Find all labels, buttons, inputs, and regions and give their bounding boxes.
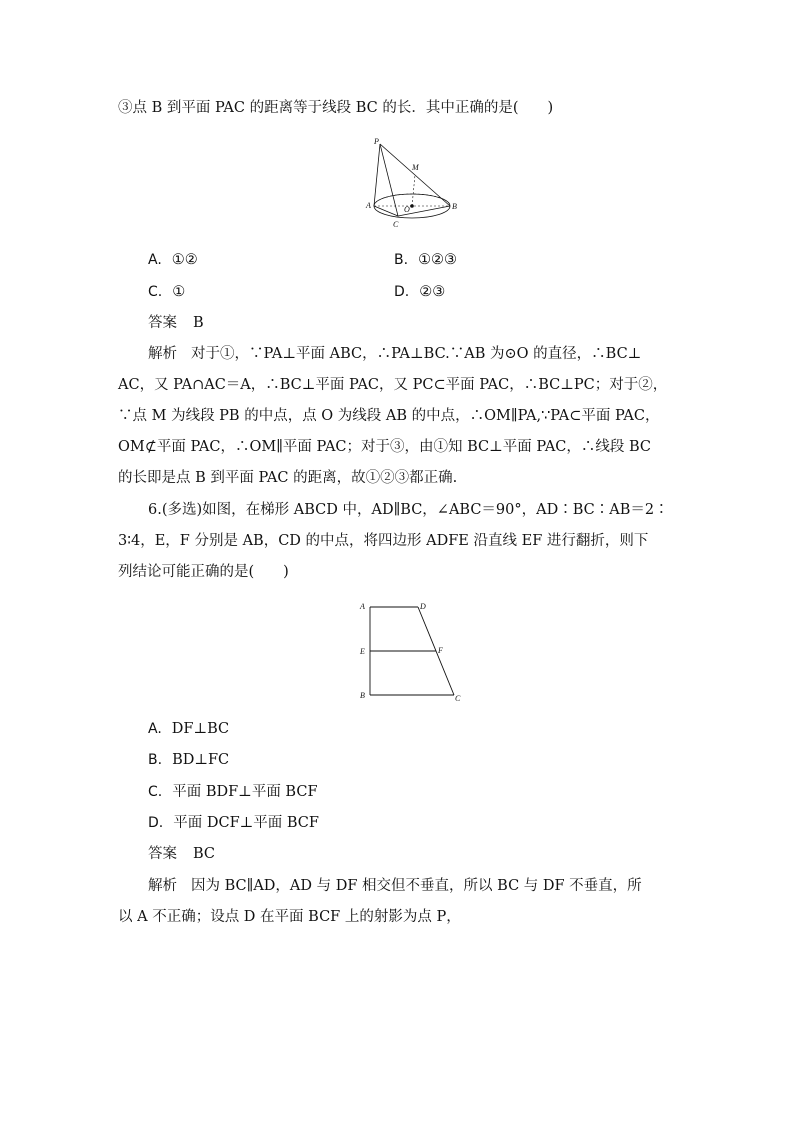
label-A: A — [360, 602, 365, 611]
q5-option-c: C. ① — [148, 284, 186, 300]
label-B: B — [452, 202, 457, 211]
q6-stem-line-3: 列结论可能正确的是( ) — [118, 564, 289, 580]
q5-cone-figure — [360, 134, 470, 234]
label-C: C — [393, 220, 399, 229]
label-M: M — [412, 163, 419, 172]
q5-answer: 答案 B — [148, 315, 204, 331]
label-C: C — [455, 694, 461, 703]
q6-analysis-line-2: 以 A 不正确；设点 D 在平面 BCF 上的射影为点 P， — [118, 909, 461, 925]
q5-stem-line: ③点 B 到平面 PAC 的距离等于线段 BC 的长．其中正确的是( ) — [118, 100, 554, 116]
label-O: O — [404, 205, 410, 214]
q6-trapezoid-figure — [352, 598, 468, 706]
label-D: D — [420, 602, 426, 611]
q6-answer: 答案 BC — [148, 846, 216, 862]
q5-analysis-line-2: AC，又 PA∩AC＝A，∴BC⊥平面 PAC，又 PC⊂平面 PAC，∴BC⊥PC；对于②， — [118, 377, 668, 393]
q6-option-b: B. BD⊥FC — [148, 752, 230, 768]
q5-option-b: B. ①②③ — [394, 252, 458, 268]
label-E: E — [360, 647, 365, 656]
q6-option-a: A. DF⊥BC — [148, 721, 230, 737]
label-B: B — [360, 691, 365, 700]
q6-option-d: D. 平面 DCF⊥平面 BCF — [148, 815, 319, 831]
q5-analysis-line-3: ∵点 M 为线段 PB 的中点，点 O 为线段 AB 的中点，∴OM∥PA,∵PA⊂平面 PAC， — [118, 408, 660, 424]
q6-stem-line-2: 3∶4，E，F 分别是 AB，CD 的中点，将四边形 ADFE 沿直线 EF 进行翻折，则下 — [118, 533, 649, 549]
q5-option-a: A. ①② — [148, 252, 198, 268]
label-A: A — [366, 201, 371, 210]
q5-analysis-line-5: 的长即是点 B 到平面 PAC 的距离，故①②③都正确. — [118, 470, 458, 486]
q5-option-d: D. ②③ — [394, 284, 446, 300]
q6-stem-line-1: 6.(多选)如图，在梯形 ABCD 中，AD∥BC，∠ABC＝90°，AD∶BC∶AB＝2∶ — [148, 502, 669, 518]
q6-option-c: C. 平面 BDF⊥平面 BCF — [148, 784, 318, 800]
label-P: P — [374, 137, 379, 146]
q6-analysis-line-1: 解析 因为 BC∥AD，AD 与 DF 相交但不垂直，所以 BC 与 DF 不垂直，所 — [148, 878, 642, 894]
q5-analysis-line-1: 解析 对于①，∵PA⊥平面 ABC，∴PA⊥BC.∵AB 为⊙O 的直径，∴BC⊥ — [148, 346, 642, 362]
label-F: F — [438, 646, 443, 655]
q5-analysis-line-4: OM⊄平面 PAC，∴OM∥平面 PAC；对于③，由①知 BC⊥平面 PAC，∴线段 BC — [118, 439, 652, 455]
